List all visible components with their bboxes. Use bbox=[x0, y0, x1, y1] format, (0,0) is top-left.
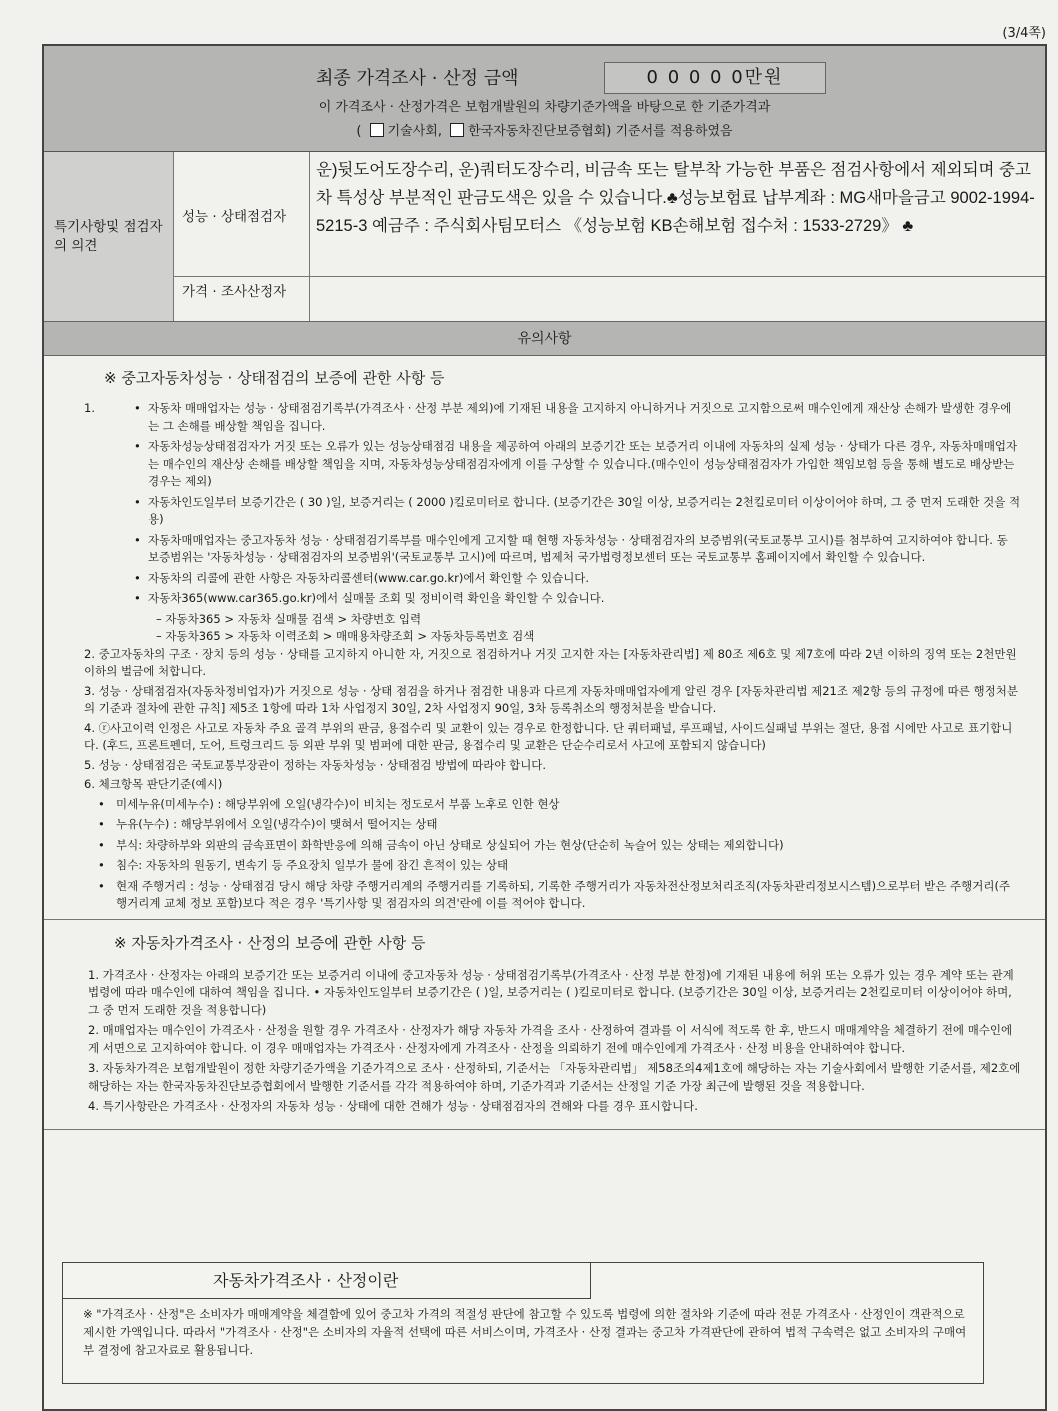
section2-item: 3. 자동차가격은 보험개발원이 정한 차량기준가액을 기준가격으로 조사 · 산정하되, 기준서는 「자동차관리법」 제58조의4제1호에 해당하는 자는 기술사회에서 발행한 기준서를, 제2호에 해당하는 자는 한국자동차진단보증협회에서 발행한 기준서를 각각 적용하여야 하며, 기준가격과 기준서는 산정일 기준 가장 최근에 발행된 것을 적용합니다. bbox=[88, 1061, 1021, 1093]
paren-open: ( bbox=[356, 124, 362, 139]
option-technical-society: 기술사회, bbox=[387, 124, 442, 139]
section1-title: ※ 중고자동차성능 · 상태점검의 보증에 관한 사항 등 bbox=[104, 369, 445, 387]
item-6-bullet: • 누유(누수) : 해당부위에서 오일(냉각수)이 맺혀서 떨어지는 상태 bbox=[84, 816, 1021, 834]
section1-list bbox=[44, 394, 1045, 913]
checkbox-technical-society[interactable] bbox=[370, 123, 384, 137]
item-5: 5. 성능 · 상태점검은 국토교통부장관이 정하는 자동차성능 · 상태점검 방법에 따라야 합니다. bbox=[84, 757, 547, 772]
section2-title: ※ 자동차가격조사 · 산정의 보증에 관한 사항 등 bbox=[44, 919, 1045, 963]
item-1-dash: – 자동차365 > 자동차 실매물 검색 > 차량번호 입력 bbox=[156, 611, 422, 626]
final-price-amount: 0 0 0 0 0만원 bbox=[604, 62, 826, 94]
price-assessor-row bbox=[174, 277, 1045, 321]
notice-header: 유의사항 bbox=[44, 322, 1045, 356]
item-6-bullet: • 침수: 자동차의 원동기, 변속기 등 주요장치 일부가 물에 잠긴 흔적이 있는 상태 bbox=[84, 857, 1021, 875]
inspector-row bbox=[174, 152, 1045, 277]
special-notes-section bbox=[44, 152, 1045, 322]
section2-item: 4. 특기사항란은 가격조사 · 산정자의 자동차 성능 · 상태에 대한 견해가 성능 · 상태점검자의 견해와 다를 경우 표시합니다. bbox=[88, 1099, 698, 1113]
inspection-form bbox=[42, 44, 1047, 1411]
final-price-section bbox=[44, 46, 1045, 152]
item-6-bullet: • 미세누유(미세누수) : 해당부위에 오일(냉각수)이 비치는 정도로서 부품 노후로 인한 현상 bbox=[84, 796, 1021, 814]
item-1-bullet: • 자동차인도일부터 보증기간은 ( 30 )일, 보증거리는 ( 2000 )킬로미터로 합니다. (보증기간은 30일 이상, 보증거리는 2천킬로미터 이상이어야 하며, 그 중 먼저 도래한 것을 적용) bbox=[116, 494, 1021, 529]
section2-item: 2. 매매업자는 매수인이 가격조사 · 산정을 원할 경우 가격조사 · 산정자가 해당 자동차 가격을 조사 · 산정하여 결과를 이 서식에 적도록 한 후, 반드시 매매계약을 체결하기 전에 매수인에게 서면으로 고지하여야 합니다. 이 경우 매매업자는 가격조사 · 산정자에게 가격조사 · 산정을 의뢰하기 전에 매수인에게 가격조사 · 산정 비용을 안내하여야 합니다. bbox=[88, 1023, 1013, 1055]
item-1-bullet: • 자동차 매매업자는 성능 · 상태점검기록부(가격조사 · 산정 부분 제외)에 기재된 내용을 고지하지 아니하거나 거짓으로 고지함으로써 매수인에게 재산상 손해가 발생한 경우에는 그 손해를 배상할 책임을 집니다. bbox=[116, 400, 1021, 435]
item-6: 6. 체크항목 판단기준(예시) bbox=[84, 777, 223, 791]
inspector-label: 성능 · 상태점검자 bbox=[174, 152, 310, 276]
item-4: 4. ⓡ사고이력 인정은 사고로 자동차 주요 골격 부위의 판금, 용접수리 및 교환이 있는 경우로 한정합니다. 단 쿼터패널, 루프패널, 사이드실패널 부위는 절단, 용접 시에만 사고로 표기합니다. (후드, 프론트펜더, 도어, 트렁크리드 등 외판 부위 및 범퍼에 대한 판금, 용접수리 및 교환은 단순수리로서 사고에 포함되지 않습니다) bbox=[84, 720, 1013, 752]
final-price-note: 이 가격조사 · 산정가격은 보험개발원의 차량기준가액을 바탕으로 한 기준가격과 bbox=[318, 100, 771, 115]
price-assessor-opinion bbox=[310, 277, 1045, 321]
item-1 bbox=[84, 400, 1021, 646]
price-assessment-definition-box bbox=[62, 1262, 984, 1384]
section2-item: 1. 가격조사 · 산정자는 아래의 보증기간 또는 보증거리 이내에 중고자동차 성능 · 상태점검기록부(가격조사 · 산정 부분 한정)에 기재된 내용에 허위 또는 오류가 있는 경우 계약 또는 관계법령에 따라 매수인에 대하여 책임을 집니다. • 자동차인도일부터 보증기간은 ( )일, 보증거리는 ( )킬로미터로 합니다. (보증기간은 30일 이상, 보증거리는 2천킬로미터 이상이어야 하며, 그 중 먼저 도래한 것을 적용합니다) bbox=[88, 967, 1014, 1017]
item-1-bullet: • 자동차365(www.car365.go.kr)에서 실매물 조회 및 정비이력 확인을 확인할 수 있습니다. bbox=[116, 590, 1021, 608]
definition-title: 자동차가격조사 · 산정이란 bbox=[63, 1263, 591, 1299]
final-price-title: 최종 가격조사 · 산정 금액 bbox=[316, 68, 519, 89]
item-1-bullet: • 자동차의 리콜에 관한 사항은 자동차리콜센터(www.car.go.kr)에서 확인할 수 있습니다. bbox=[116, 570, 1021, 588]
item-1-bullet: • 자동차성능상태점검자가 거짓 또는 오류가 있는 성능상태점검 내용을 제공하여 아래의 보증기간 또는 보증거리 이내에 자동차의 실제 성능 · 상태가 다른 경우, 자동차매매업자는 매수인의 재산상 손해를 배상할 책임을 지며, 자동차성능상태점검자에게 이를 구상할 수 있습니다.(매수인이 성능상태점검자가 가입한 책임보험 등을 통해 별도로 배상받는 경우는 제외) bbox=[116, 438, 1021, 491]
special-notes-label: 특기사항및 점검자의 의견 bbox=[44, 152, 174, 321]
page-number: (3/4쪽) bbox=[1002, 26, 1046, 41]
definition-text: ※ "가격조사 · 산정"은 소비자가 매매계약을 체결함에 있어 중고차 가격의 적절성 판단에 참고할 수 있도록 법령에 의한 절차와 기준에 따라 전문 가격조사 · 산정인이 객관적으로 제시한 가액입니다. 따라서 "가격조사 · 산정"은 소비자의 자율적 선택에 따른 서비스이며, 가격조사 · 산정 결과는 중고차 가격판단에 관하여 법적 구속력은 없고 소비자의 구매여부 결정에 참고자료로 활용됩니다. bbox=[83, 1307, 967, 1357]
option-diagnosis-association: 한국자동차진단보증협회) 기준서를 적용하였음 bbox=[468, 124, 733, 139]
item-3: 3. 성능 · 상태점검자(자동차정비업자)가 거짓으로 성능 · 상태 점검을 하거나 점검한 내용과 다르게 자동차매매업자에게 알린 경우 [자동차관리법 제21조 제2항 등의 규정에 따른 행정처분의 기준과 절차에 관한 규칙] 제5조 1항에 따라 1차 사업정지 30일, 2차 사업정지 90일, 3차 등록취소의 행정처분을 받습니다. bbox=[84, 683, 1018, 715]
item-1-number: 1. bbox=[84, 401, 95, 415]
section2-list bbox=[44, 963, 1045, 1130]
item-6-bullet: • 현재 주행거리 : 성능 · 상태점검 당시 해당 차량 주행거리계의 주행거리를 기록하되, 기록한 주행거리가 자동차전산정보처리조직(자동차관리정보시스템)으로부터 받은 주행거리(주행거리계 교체 정보 포함)보다 적은 경우 '특기사항 및 점검자의 의견'란에 이를 적어야 합니다. bbox=[84, 878, 1021, 913]
item-1-bullet: • 자동차매매업자는 중고자동차 성능 · 상태점검기록부를 매수인에게 고지할 때 현행 자동차성능 · 상태점검자의 보증범위(국토교통부 고시)를 첨부하여 고지하여야 합니다. 동 보증범위는 '자동차성능 · 상태점검자의 보증범위'(국토교통부 고시)에 따르며, 법제처 국가법령정보센터 또는 국토교통부 홈페이지에서 확인할 수 있습니다. bbox=[116, 532, 1021, 567]
inspector-opinion: 운)뒷도어도장수리, 운)쿼터도장수리, 비금속 또는 탈부착 가능한 부품은 점검사항에서 제외되며 중고차 특성상 부분적인 판금도색은 있을 수 있습니다.♣성능보험료 납부계좌 : MG새마을금고 9002-1994-5215-3 예금주 : 주식회사팀모터스 《성능보험 KB손해보험 접수처 : 1533-2729》 ♣ bbox=[316, 161, 1035, 235]
item-1-dash: – 자동차365 > 자동차 이력조회 > 매매용차량조회 > 자동차등록번호 검색 bbox=[156, 629, 535, 643]
special-notes-rows bbox=[174, 152, 1045, 321]
checkbox-diagnosis-association[interactable] bbox=[450, 123, 464, 137]
item-2: 2. 중고자동차의 구조 · 장치 등의 성능 · 상태를 고지하지 아니한 자, 거짓으로 점검하거나 거짓 고지한 자는 [자동차관리법] 제 80조 제6호 및 제7호에 따라 2년 이하의 징역 또는 2천만원 이하의 벌금에 처합니다. bbox=[84, 646, 1017, 678]
standard-selection bbox=[44, 120, 1045, 139]
item-6-bullet: • 부식: 차량하부와 외판의 금속표면이 화학반응에 의해 금속이 아닌 상태로 상실되어 가는 현상(단순히 녹슬어 있는 상태는 제외합니다) bbox=[84, 837, 1021, 855]
price-assessor-label: 가격 · 조사산정자 bbox=[174, 277, 310, 321]
